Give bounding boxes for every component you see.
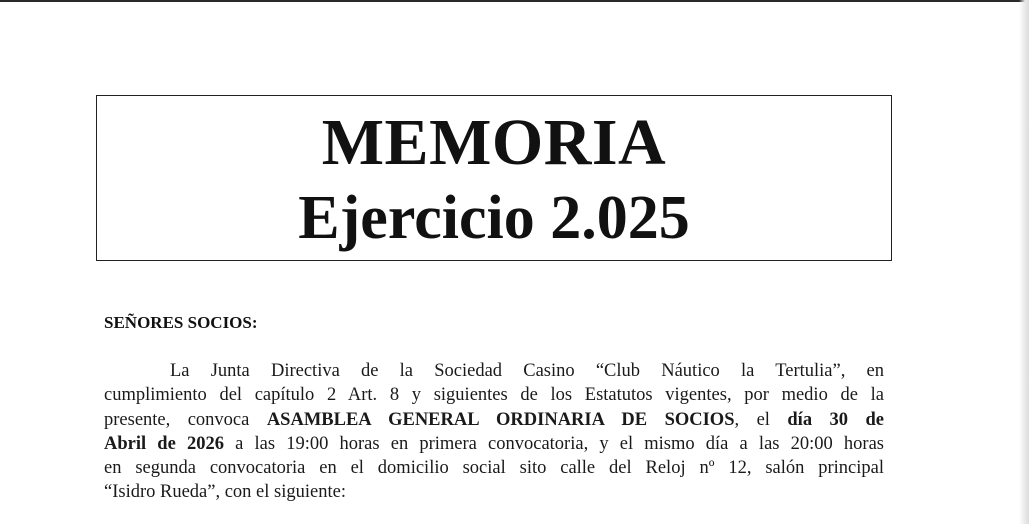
assembly-day: día 30 de <box>787 409 884 430</box>
document-title: MEMORIA <box>321 106 667 179</box>
paragraph-line-2: cumplimiento del capítulo 2 Art. 8 y siguientes de los Estatutos vigentes, por medio de la <box>104 385 884 406</box>
paragraph-line-1: La Junta Directiva de la Sociedad Casino “Club Náutico la Tertulia”, en <box>170 361 884 381</box>
paragraph-line-4 <box>104 432 884 456</box>
title-box <box>96 95 892 261</box>
text-segment: a las 19:00 horas en primera convocatoria, y el mismo día a las 20:00 horas <box>223 433 885 454</box>
text-segment: , el <box>734 409 788 430</box>
text-segment: presente, convoca <box>104 409 267 430</box>
paragraph-line-3 <box>104 408 884 432</box>
page-top-edge <box>0 0 1029 2</box>
assembly-month-year: Abril de 2026 <box>104 433 224 454</box>
salutation-heading: SEÑORES SOCIOS: <box>104 313 258 332</box>
assembly-name: ASAMBLEA GENERAL ORDINARIA DE SOCIOS <box>266 409 735 430</box>
paragraph-line-6: “Isidro Rueda”, con el siguiente: <box>104 482 346 503</box>
paragraph-line-5: en segunda convocatoria en el domicilio social sito calle del Reloj nº 12, salón principal <box>104 458 884 479</box>
convocation-paragraph <box>104 359 884 505</box>
page-right-edge <box>1019 0 1029 524</box>
document-subtitle: Ejercicio 2.025 <box>298 184 690 252</box>
